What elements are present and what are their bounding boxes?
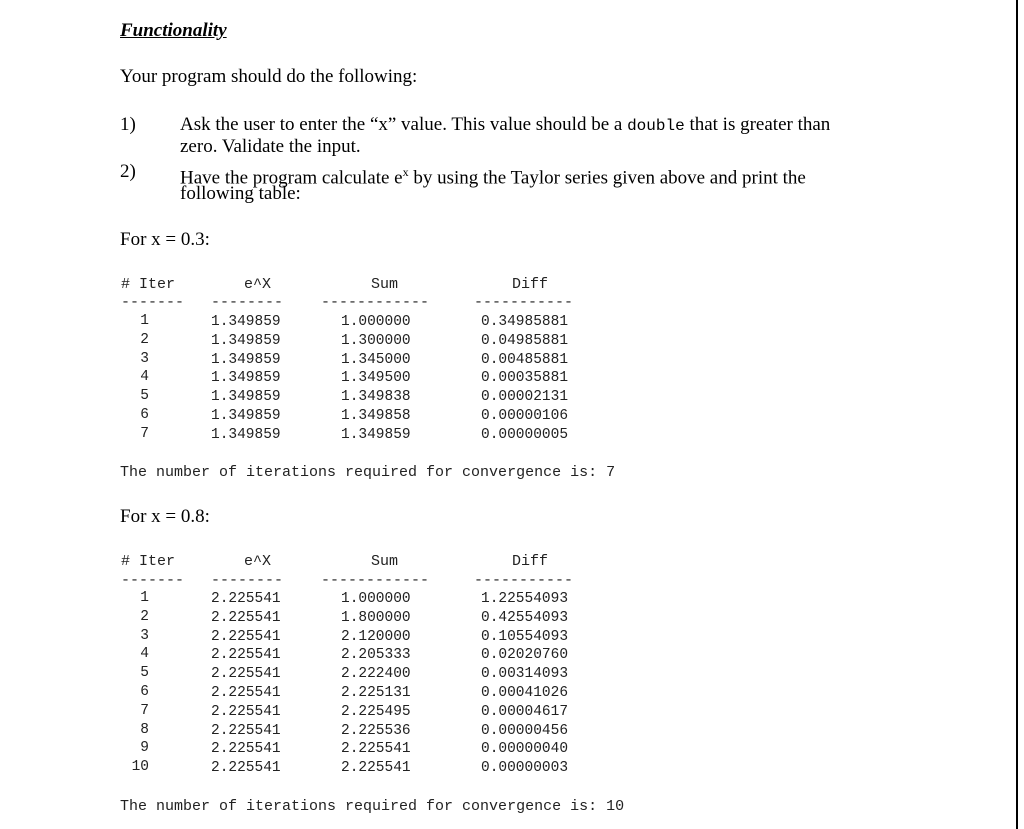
table-row-diff: 0.00485881: [481, 351, 569, 368]
table-row-ex: 1.349859: [211, 370, 281, 387]
table-row-ex: 1.349859: [211, 332, 281, 349]
step-1-line-1: [180, 114, 830, 137]
table-1-label: For x = 0.3:: [120, 229, 210, 250]
table-row-sum: 2.120000: [341, 628, 411, 645]
section-heading: Functionality: [120, 20, 227, 41]
table-row-iter: 2: [140, 608, 149, 625]
table-row-diff: 0.00004617: [481, 703, 569, 720]
table-dashes-diff: -----------: [474, 572, 574, 589]
convergence-result: The number of iterations required for convergence is: 10: [120, 798, 625, 815]
table-row-ex: 2.225541: [211, 628, 281, 645]
table-row-ex: 2.225541: [211, 666, 281, 683]
table-row-iter: 1: [140, 313, 149, 329]
table-row-iter: 5: [140, 388, 149, 405]
table-row-sum: 2.225541: [341, 741, 411, 758]
step-1-line-2: zero. Validate the input.: [180, 136, 361, 157]
table-row-ex: 1.349859: [211, 426, 281, 443]
table-header-ex: e^X: [244, 276, 272, 293]
step-2-line-2: following table:: [180, 183, 301, 204]
table-header-iter: # Iter: [121, 553, 176, 570]
table-row-ex: 2.225541: [211, 741, 281, 758]
step-1-number: 1): [120, 114, 136, 135]
table-row-diff: 0.00000005: [481, 426, 569, 443]
convergence-result: The number of iterations required for convergence is: 7: [120, 464, 616, 481]
table-row-sum: 2.225541: [341, 760, 411, 777]
table-row-iter: 8: [140, 721, 149, 738]
table-row-sum: 1.349858: [341, 408, 411, 424]
table-dashes-iter: -------: [121, 572, 185, 589]
table-row-iter: 10: [131, 759, 149, 776]
table-row-diff: 0.00035881: [481, 370, 569, 387]
table-row-sum: 1.800000: [341, 609, 411, 626]
table-row-sum: 1.349859: [341, 426, 411, 443]
table-row-diff: 0.10554093: [481, 628, 569, 645]
table-row-sum: 1.349838: [341, 389, 411, 406]
table-row-diff: 0.04985881: [481, 332, 569, 349]
table-header-sum: Sum: [371, 553, 399, 570]
table-row-iter: 6: [140, 407, 149, 423]
step-2-superscript: x: [402, 165, 409, 179]
table-row-diff: 0.34985881: [481, 314, 569, 330]
table-header-diff: Diff: [512, 276, 549, 293]
table-dashes-sum: ------------: [321, 572, 430, 589]
table-row-iter: 3: [140, 627, 149, 644]
table-row-diff: 0.00314093: [481, 666, 569, 683]
table-row-sum: 2.205333: [341, 647, 411, 664]
table-row-iter: 4: [140, 369, 149, 386]
table-row-sum: 1.000000: [341, 591, 411, 607]
table-dashes-iter: -------: [121, 294, 185, 311]
table-row-sum: 1.000000: [341, 314, 411, 330]
table-row-ex: 2.225541: [211, 591, 281, 607]
table-row-ex: 2.225541: [211, 647, 281, 664]
table-row-sum: 2.222400: [341, 666, 411, 683]
table-row-diff: 0.00041026: [481, 685, 569, 701]
table-row-sum: 2.225536: [341, 722, 411, 739]
table-row-iter: 6: [140, 684, 149, 700]
table-row-ex: 2.225541: [211, 722, 281, 739]
table-row-sum: 1.345000: [341, 351, 411, 368]
step-1-code-word: double: [627, 117, 685, 135]
table-dashes-ex: --------: [211, 294, 284, 311]
table-row-diff: 0.00002131: [481, 389, 569, 406]
table-header-sum: Sum: [371, 276, 399, 293]
table-row-ex: 1.349859: [211, 351, 281, 368]
table-row-iter: 3: [140, 350, 149, 367]
table-row-sum: 2.225131: [341, 685, 411, 701]
table-row-sum: 1.349500: [341, 370, 411, 387]
step-2-number: 2): [120, 161, 136, 182]
table-row-diff: 0.00000003: [481, 760, 569, 777]
table-row-ex: 2.225541: [211, 685, 281, 701]
table-row-ex: 2.225541: [211, 609, 281, 626]
table-row-iter: 4: [140, 646, 149, 663]
table-dashes-diff: -----------: [474, 294, 574, 311]
table-row-diff: 0.00000456: [481, 722, 569, 739]
table-row-sum: 2.225495: [341, 703, 411, 720]
table-row-ex: 2.225541: [211, 760, 281, 777]
table-2-label: For x = 0.8:: [120, 506, 210, 527]
table-row-iter: 1: [140, 590, 149, 606]
intro-text: Your program should do the following:: [120, 66, 418, 87]
table-row-ex: 1.349859: [211, 408, 281, 424]
table-header-ex: e^X: [244, 553, 272, 570]
table-row-iter: 5: [140, 665, 149, 682]
table-row-sum: 1.300000: [341, 332, 411, 349]
table-row-diff: 0.42554093: [481, 609, 569, 626]
table-dashes-sum: ------------: [321, 294, 430, 311]
table-row-diff: 0.02020760: [481, 647, 569, 664]
table-dashes-ex: --------: [211, 572, 284, 589]
table-row-iter: 7: [140, 702, 149, 719]
table-row-iter: 7: [140, 425, 149, 442]
step-2-text: Have the program calculate e: [180, 167, 403, 189]
table-row-ex: 1.349859: [211, 389, 281, 406]
table-row-ex: 2.225541: [211, 703, 281, 720]
step-1-text: Ask the user to enter the “x” value. This value should be a: [180, 114, 628, 135]
table-row-diff: 0.00000040: [481, 741, 569, 758]
table-row-diff: 0.00000106: [481, 408, 569, 424]
page-right-border: [1016, 0, 1018, 829]
table-row-ex: 1.349859: [211, 314, 281, 330]
step-2-text-end: by using the Taylor series given above and print the: [408, 167, 806, 189]
table-row-iter: 2: [140, 331, 149, 348]
step-1-text-end: that is greater than: [684, 114, 831, 135]
table-row-diff: 1.22554093: [481, 591, 569, 607]
table-header-iter: # Iter: [121, 276, 176, 293]
table-header-diff: Diff: [512, 553, 549, 570]
table-row-iter: 9: [140, 740, 149, 757]
